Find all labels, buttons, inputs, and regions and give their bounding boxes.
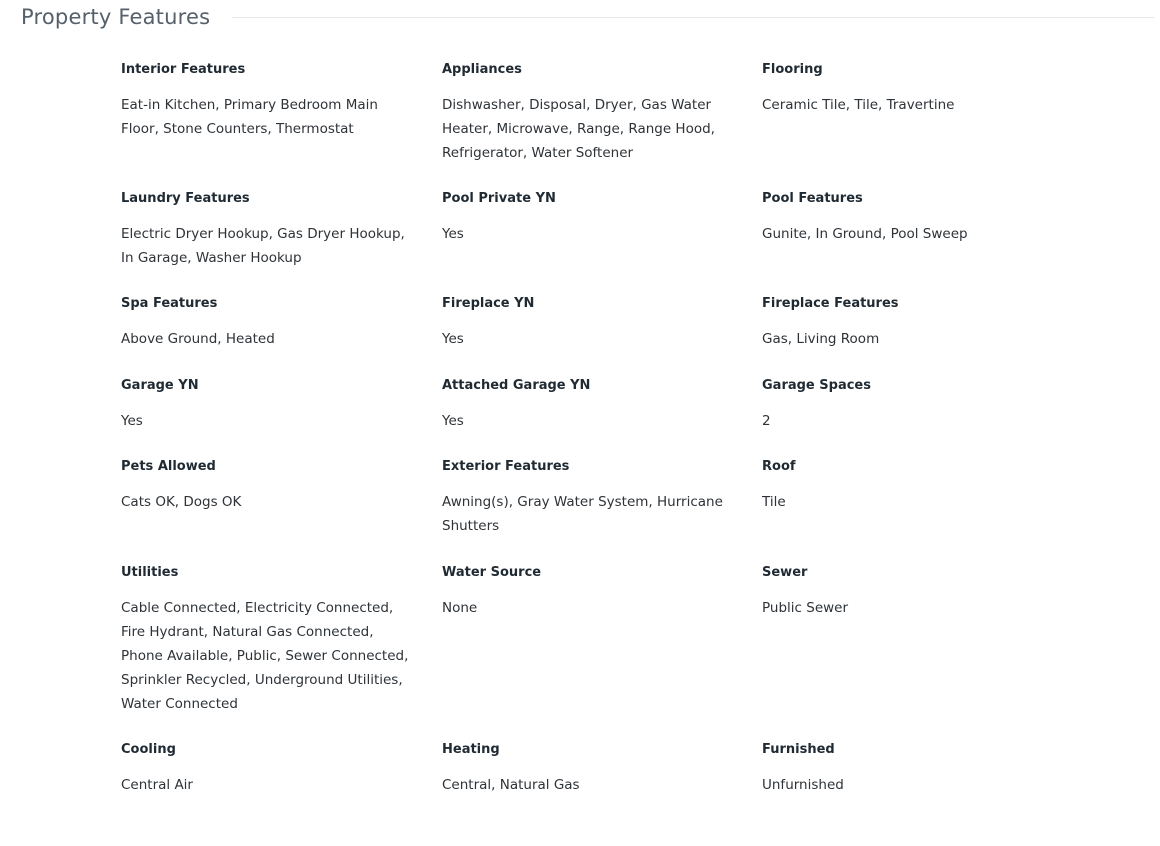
feature-garage-spaces bbox=[762, 377, 1057, 433]
feature-value: Unfurnished bbox=[762, 777, 844, 793]
feature-label: Attached Garage YN bbox=[442, 378, 591, 393]
feature-value: Gas, Living Room bbox=[762, 331, 880, 347]
feature-fireplace-features bbox=[762, 295, 1057, 351]
feature-value: Awning(s), Gray Water System, Hurricane Shutters bbox=[442, 494, 723, 534]
feature-value: Ceramic Tile, Tile, Travertine bbox=[762, 97, 955, 113]
feature-label: Cooling bbox=[121, 742, 176, 757]
feature-value: Tile bbox=[762, 494, 786, 510]
feature-label: Roof bbox=[762, 459, 796, 474]
feature-label: Furnished bbox=[762, 742, 835, 757]
section-title: Property Features bbox=[21, 5, 211, 29]
feature-label: Pets Allowed bbox=[121, 459, 216, 474]
feature-label: Fireplace Features bbox=[762, 296, 899, 311]
feature-heating bbox=[442, 741, 737, 797]
feature-utilities bbox=[121, 564, 416, 716]
feature-pool-private-yn bbox=[442, 190, 737, 246]
section-divider bbox=[232, 17, 1154, 18]
feature-value: Yes bbox=[442, 413, 464, 429]
feature-label: Interior Features bbox=[121, 62, 246, 77]
feature-label: Pool Features bbox=[762, 191, 863, 206]
feature-fireplace-yn bbox=[442, 295, 737, 351]
feature-label: Spa Features bbox=[121, 296, 218, 311]
feature-value: Dishwasher, Disposal, Dryer, Gas Water Heater, Microwave, Range, Range Hood, Refrigerator, Water Softener bbox=[442, 97, 715, 161]
feature-label: Sewer bbox=[762, 565, 808, 580]
feature-value: Above Ground, Heated bbox=[121, 331, 275, 347]
feature-value: Gunite, In Ground, Pool Sweep bbox=[762, 226, 968, 242]
feature-interior-features bbox=[121, 61, 416, 141]
feature-sewer bbox=[762, 564, 1057, 620]
feature-label: Exterior Features bbox=[442, 459, 570, 474]
feature-label: Flooring bbox=[762, 62, 823, 77]
feature-value: None bbox=[442, 600, 478, 616]
feature-roof bbox=[762, 458, 1057, 514]
feature-label: Water Source bbox=[442, 565, 542, 580]
feature-value: Cats OK, Dogs OK bbox=[121, 494, 242, 510]
feature-value: Electric Dryer Hookup, Gas Dryer Hookup, In Garage, Washer Hookup bbox=[121, 226, 405, 266]
section-header bbox=[21, 2, 1154, 32]
feature-value: Yes bbox=[121, 413, 143, 429]
feature-label: Laundry Features bbox=[121, 191, 250, 206]
feature-attached-garage-yn bbox=[442, 377, 737, 433]
feature-value: Yes bbox=[442, 331, 464, 347]
feature-furnished bbox=[762, 741, 1057, 797]
feature-laundry-features bbox=[121, 190, 416, 270]
feature-label: Garage YN bbox=[121, 378, 199, 393]
feature-flooring bbox=[762, 61, 1057, 117]
feature-value: Central Air bbox=[121, 777, 193, 793]
feature-spa-features bbox=[121, 295, 416, 351]
feature-label: Heating bbox=[442, 742, 500, 757]
feature-value: Cable Connected, Electricity Connected, Fire Hydrant, Natural Gas Connected, Phone Available, Public, Sewer Connected, Sprinkler Recycled, Underground Utilities, Water Connected bbox=[121, 600, 409, 712]
feature-value: Eat-in Kitchen, Primary Bedroom Main Floor, Stone Counters, Thermostat bbox=[121, 97, 378, 137]
feature-appliances bbox=[442, 61, 737, 165]
feature-value: 2 bbox=[762, 413, 771, 429]
feature-value: Central, Natural Gas bbox=[442, 777, 580, 793]
feature-label: Pool Private YN bbox=[442, 191, 556, 206]
feature-pool-features bbox=[762, 190, 1057, 246]
feature-label: Appliances bbox=[442, 62, 522, 77]
feature-exterior-features bbox=[442, 458, 737, 538]
feature-water-source bbox=[442, 564, 737, 620]
feature-value: Yes bbox=[442, 226, 464, 242]
feature-garage-yn bbox=[121, 377, 416, 433]
feature-cooling bbox=[121, 741, 416, 797]
feature-label: Fireplace YN bbox=[442, 296, 535, 311]
feature-label: Garage Spaces bbox=[762, 378, 871, 393]
feature-label: Utilities bbox=[121, 565, 179, 580]
feature-pets-allowed bbox=[121, 458, 416, 514]
feature-value: Public Sewer bbox=[762, 600, 849, 616]
